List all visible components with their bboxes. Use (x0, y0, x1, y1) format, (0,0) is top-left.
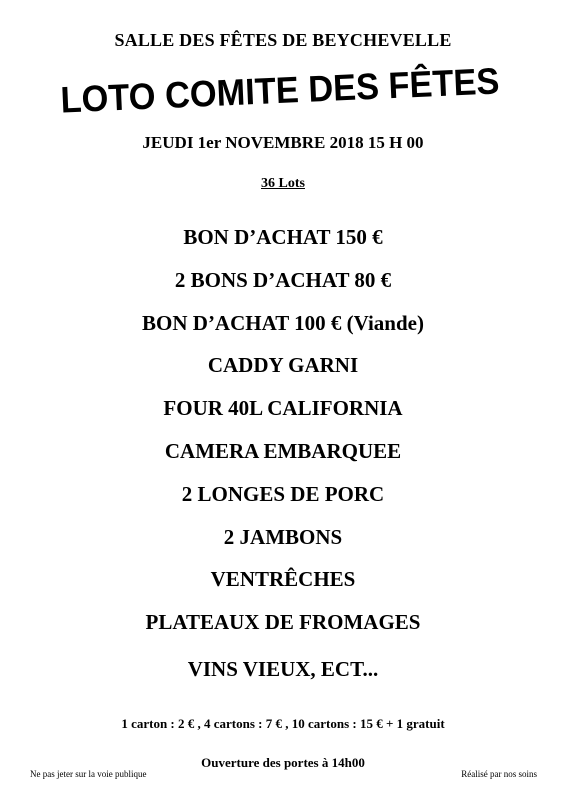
prize-item: 2 BONS D’ACHAT 80 € (174, 267, 392, 292)
prize-item: CADDY GARNI (207, 353, 359, 378)
prize-list (0, 220, 566, 695)
prize-item: VINS VIEUX, ECT... (187, 656, 379, 681)
lot-count-container (0, 176, 566, 192)
doors-opening: Ouverture des portes à 14h00 (201, 755, 365, 770)
prize-item: PLATEAUX DE FROMAGES (145, 610, 421, 635)
event-title: LOTO COMITE DES FÊTES (59, 60, 501, 121)
carton-prices: 1 carton : 2 € , 4 cartons : 7 € , 10 cartons : 15 € + 1 gratuit (121, 716, 445, 731)
prize-item: CAMERA EMBARQUEE (164, 438, 402, 463)
prize-item: BON D’ACHAT 100 € (Viande) (142, 310, 424, 335)
footer-credit: Réalisé par nos soins (461, 769, 537, 779)
prize-item: BON D’ACHAT 150 € (183, 225, 383, 249)
prize-item: 2 LONGES DE PORC (181, 481, 385, 506)
venue-heading: SALLE DES FÊTES DE BEYCHEVELLE (114, 30, 452, 50)
prize-item: FOUR 40L CALIFORNIA (163, 396, 403, 421)
lot-count: 36 Lots (261, 176, 305, 191)
event-datetime: JEUDI 1er NOVEMBRE 2018 15 H 00 (142, 133, 424, 152)
footer-disposal-notice: Ne pas jeter sur la voie publique (30, 769, 147, 779)
prize-item: VENTRÊCHES (210, 567, 356, 592)
prize-item: 2 JAMBONS (223, 524, 343, 549)
